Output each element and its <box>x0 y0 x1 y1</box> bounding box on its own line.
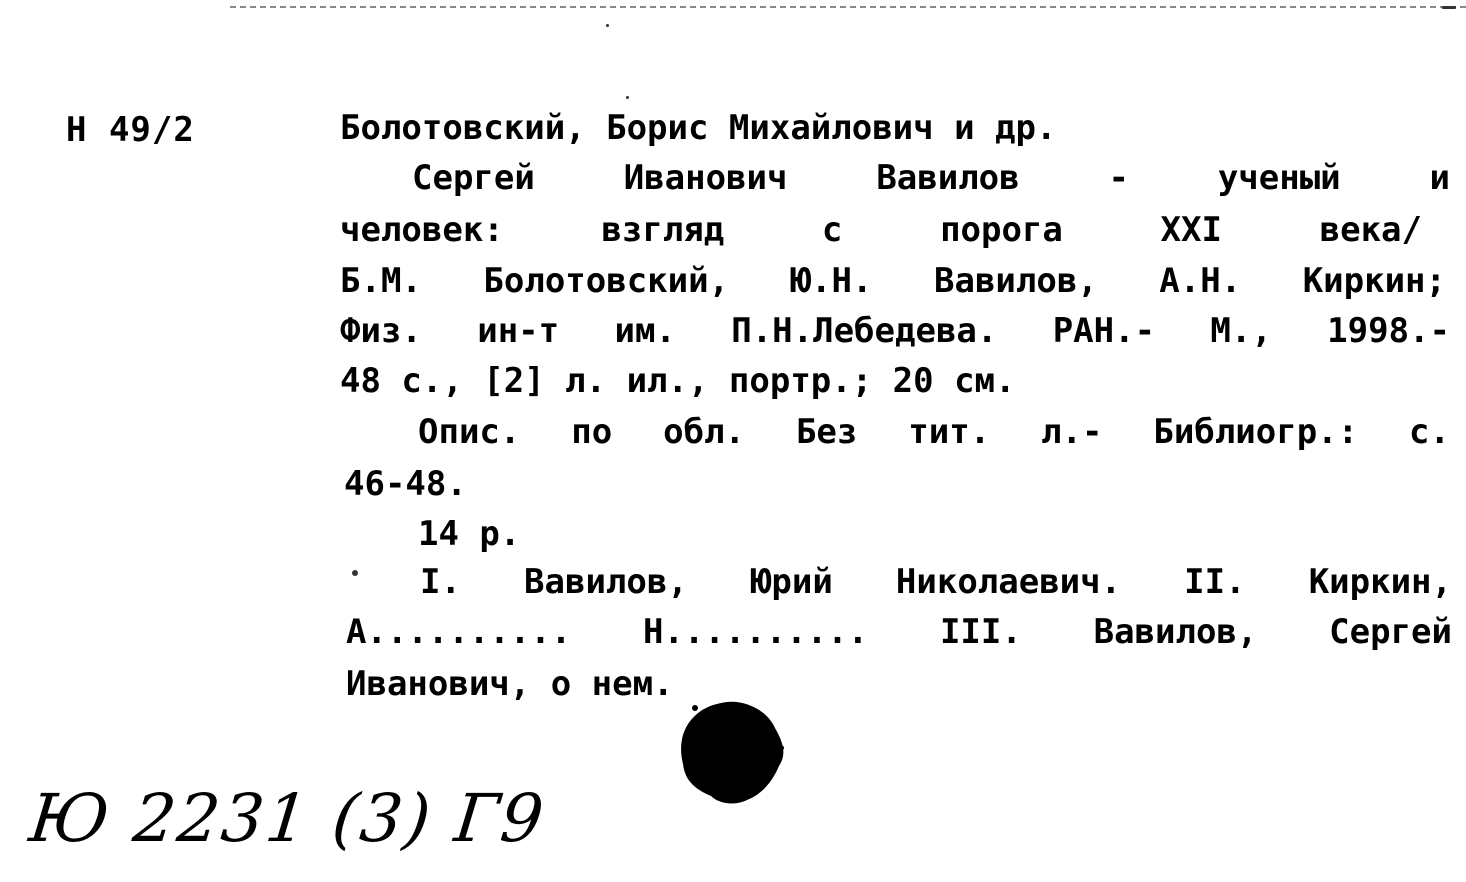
price: 14 р. <box>418 514 521 554</box>
body-line-4: Физ. ин-т им. П.Н.Лебедева. РАН.- М., 1998.- <box>340 311 1450 351</box>
body-line-2: человек: взгляд с порога XXI века/ <box>340 210 1422 250</box>
handwritten-accession-number: Ю 2231 (3) Г9 <box>25 780 549 857</box>
tracing-line-3: Иванович, о нем. <box>346 664 674 704</box>
speck <box>352 570 358 576</box>
speck <box>606 24 609 27</box>
tracing-line-1: I. Вавилов, Юрий Николаевич. II. Киркин, <box>420 562 1452 602</box>
note-line-2: 46-48. <box>344 464 467 504</box>
tracing-line-2: А.......... Н.......... III. Вавилов, Сергей <box>346 612 1452 652</box>
author-heading: Болотовский, Борис Михайлович и др. <box>340 108 1057 148</box>
note-line-1: Опис. по обл. Без тит. л.- Библиогр.: с. <box>418 412 1450 452</box>
speck <box>1442 6 1456 9</box>
speck <box>626 96 629 99</box>
card-top-edge <box>230 6 1466 8</box>
body-line-5: 48 с., [2] л. ил., портр.; 20 см. <box>340 361 1016 401</box>
shelfmark: Н 49/2 <box>66 110 195 150</box>
body-line-1: Сергей Иванович Вавилов - ученый и <box>412 158 1450 198</box>
body-line-3: Б.М. Болотовский, Ю.Н. Вавилов, А.Н. Киркин; <box>340 261 1446 301</box>
ink-blot <box>675 698 785 806</box>
